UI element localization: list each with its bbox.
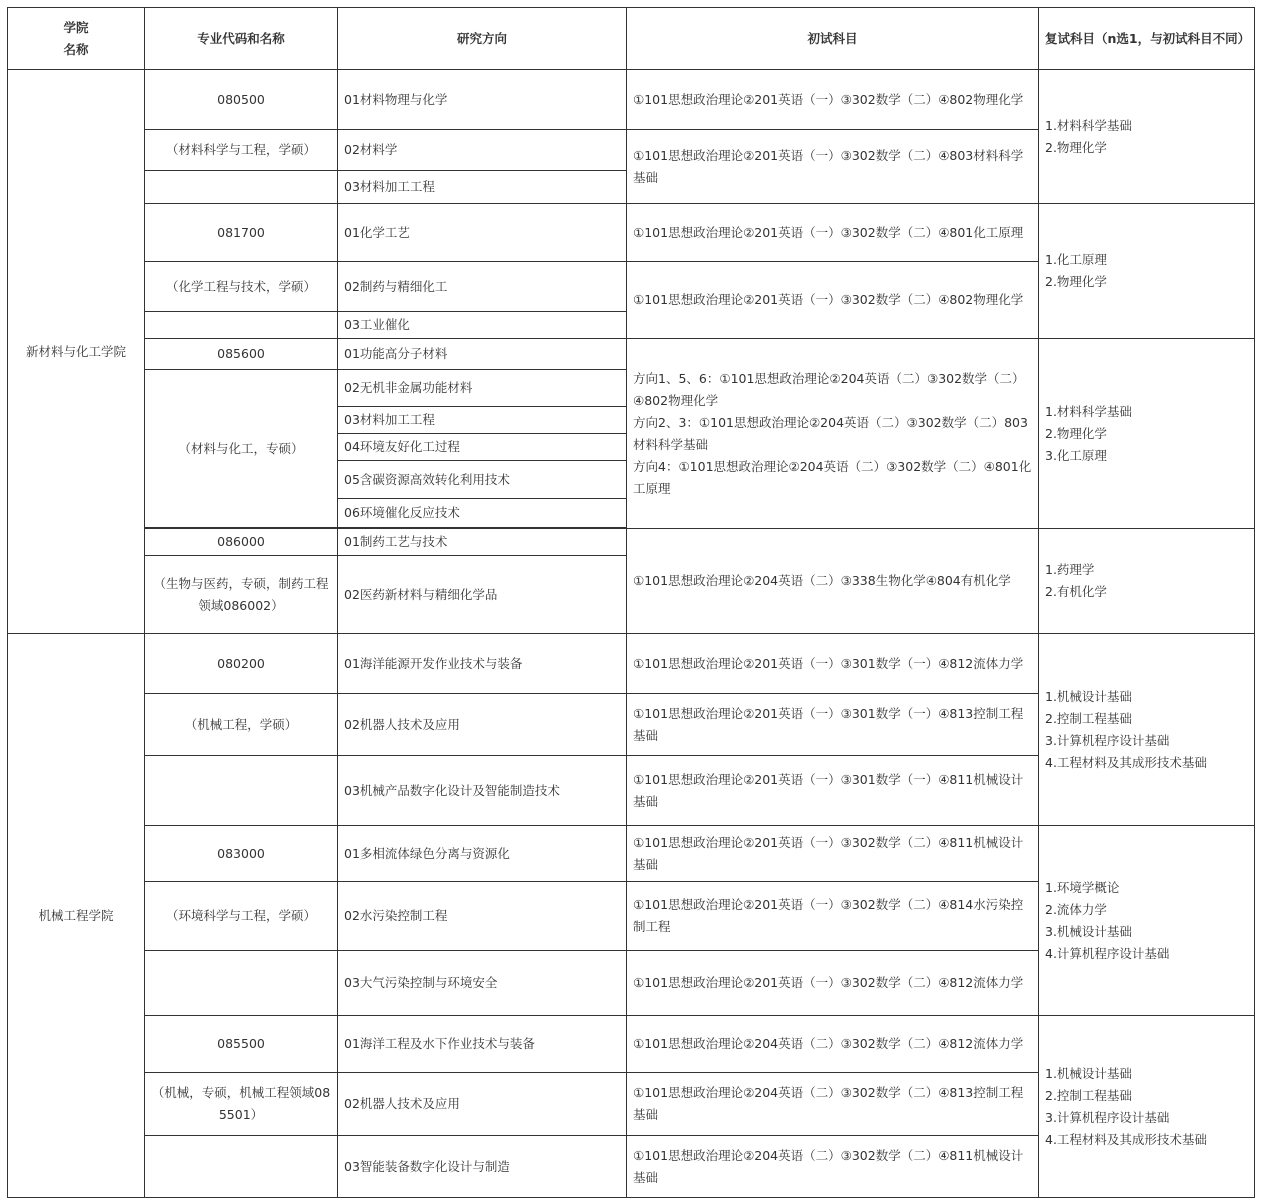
header-major: 专业代码和名称 (145, 8, 338, 70)
table-row (8, 1016, 1255, 1073)
exam-cell: ①101思想政治理论②201英语（一）③301数学（一）④813控制工程基础 (627, 694, 1039, 756)
direction-cell: 02无机非金属功能材料 (338, 370, 627, 407)
retest-cell: 1.机械设计基础 2.控制工程基础 3.计算机程序设计基础 4.工程材料及其成形技术基础 (1039, 1016, 1255, 1198)
major-code: 080200 (145, 634, 338, 694)
major-code: 083000 (145, 826, 338, 882)
major-name: （材料与化工，专硕） (145, 370, 338, 528)
major-name: （机械，专硕，机械工程领域085501） (145, 1073, 338, 1136)
exam-cell: ①101思想政治理论②204英语（二）③338生物化学④804有机化学 (627, 529, 1039, 634)
major-name: （机械工程，学硕） (145, 694, 338, 756)
exam-cell: ①101思想政治理论②201英语（一）③301数学（一）④812流体力学 (627, 634, 1039, 694)
header-direction: 研究方向 (338, 8, 627, 70)
exam-cell: ①101思想政治理论②201英语（一）③302数学（二）④814水污染控制工程 (627, 882, 1039, 951)
direction-cell: 02机器人技术及应用 (338, 1073, 627, 1136)
exam-cell: 方向1、5、6：①101思想政治理论②204英语（二）③302数学（二）④802物理化学 方向2、3：①101思想政治理论②204英语（二）③302数学（二）803材料科学基础 方向4：①101思想政治理论②204英语（二）③302数学（二）④801化工原理 (627, 339, 1039, 529)
direction-cell: 02水污染控制工程 (338, 882, 627, 951)
direction-cell: 03材料加工工程 (338, 171, 627, 204)
header-college: 学院 名称 (8, 8, 145, 70)
direction-cell: 03材料加工工程 (338, 407, 627, 434)
direction-cell: 02材料学 (338, 130, 627, 171)
college-name: 新材料与化工学院 (8, 70, 145, 634)
major-name: （材料科学与工程，学硕） (145, 130, 338, 171)
header-row (8, 8, 1255, 70)
retest-cell: 1.机械设计基础 2.控制工程基础 3.计算机程序设计基础 4.工程材料及其成形技术基础 (1039, 634, 1255, 826)
direction-cell: 01材料物理与化学 (338, 70, 627, 130)
major-empty (145, 171, 338, 204)
direction-cell: 01海洋工程及水下作业技术与装备 (338, 1016, 627, 1073)
retest-cell: 1.药理学 2.有机化学 (1039, 529, 1255, 634)
direction-cell: 03智能装备数字化设计与制造 (338, 1136, 627, 1198)
exam-cell: ①101思想政治理论②201英语（一）③302数学（二）④812流体力学 (627, 951, 1039, 1016)
exam-cell: ①101思想政治理论②201英语（一）③301数学（一）④811机械设计基础 (627, 756, 1039, 826)
major-code: 085500 (145, 1016, 338, 1073)
major-empty (145, 756, 338, 826)
exam-cell: ①101思想政治理论②201英语（一）③302数学（二）④803材料科学基础 (627, 130, 1039, 204)
major-code: 085600 (145, 339, 338, 370)
header-retest: 复试科目（n选1，与初试科目不同） (1039, 8, 1255, 70)
major-empty (145, 951, 338, 1016)
retest-cell: 1.环境学概论 2.流体力学 3.机械设计基础 4.计算机程序设计基础 (1039, 826, 1255, 1016)
direction-cell: 02制药与精细化工 (338, 262, 627, 312)
exam-cell: ①101思想政治理论②204英语（二）③302数学（二）④812流体力学 (627, 1016, 1039, 1073)
direction-cell: 03工业催化 (338, 312, 627, 339)
retest-cell: 1.材料科学基础 2.物理化学 3.化工原理 (1039, 339, 1255, 529)
direction-cell: 05含碳资源高效转化利用技术 (338, 461, 627, 499)
table-row (8, 339, 1255, 370)
exam-cell: ①101思想政治理论②204英语（二）③302数学（二）④811机械设计基础 (627, 1136, 1039, 1198)
direction-cell: 02医药新材料与精细化学品 (338, 556, 627, 634)
exam-cell: ①101思想政治理论②201英语（一）③302数学（二）④802物理化学 (627, 70, 1039, 130)
table-row (8, 826, 1255, 882)
table-row (8, 634, 1255, 694)
direction-cell: 01制药工艺与技术 (338, 529, 627, 556)
direction-cell: 01多相流体绿色分离与资源化 (338, 826, 627, 882)
exam-cell: ①101思想政治理论②201英语（一）③302数学（二）④801化工原理 (627, 204, 1039, 262)
major-empty (145, 1136, 338, 1198)
exam-cell: ①101思想政治理论②201英语（一）③302数学（二）④811机械设计基础 (627, 826, 1039, 882)
college-name: 机械工程学院 (8, 634, 145, 1198)
direction-cell: 06环境催化反应技术 (338, 499, 627, 528)
major-name: （生物与医药，专硕，制药工程领域086002） (145, 556, 338, 634)
major-code: 081700 (145, 204, 338, 262)
major-code: 080500 (145, 70, 338, 130)
retest-cell: 1.材料科学基础 2.物理化学 (1039, 70, 1255, 204)
table-row (8, 70, 1255, 130)
major-code: 086000 (145, 529, 338, 556)
direction-cell: 03机械产品数字化设计及智能制造技术 (338, 756, 627, 826)
direction-cell: 01化学工艺 (338, 204, 627, 262)
major-empty (145, 312, 338, 339)
header-exam: 初试科目 (627, 8, 1039, 70)
exam-cell: ①101思想政治理论②201英语（一）③302数学（二）④802物理化学 (627, 262, 1039, 339)
major-name: （环境科学与工程，学硕） (145, 882, 338, 951)
direction-cell: 03大气污染控制与环境安全 (338, 951, 627, 1016)
table-row (8, 529, 1255, 556)
direction-cell: 02机器人技术及应用 (338, 694, 627, 756)
table-row (8, 204, 1255, 262)
direction-cell: 01海洋能源开发作业技术与装备 (338, 634, 627, 694)
exam-cell: ①101思想政治理论②204英语（二）③302数学（二）④813控制工程基础 (627, 1073, 1039, 1136)
major-name: （化学工程与技术，学硕） (145, 262, 338, 312)
retest-cell: 1.化工原理 2.物理化学 (1039, 204, 1255, 339)
admissions-table (7, 7, 1255, 1198)
direction-cell: 04环境友好化工过程 (338, 434, 627, 461)
direction-cell: 01功能高分子材料 (338, 339, 627, 370)
